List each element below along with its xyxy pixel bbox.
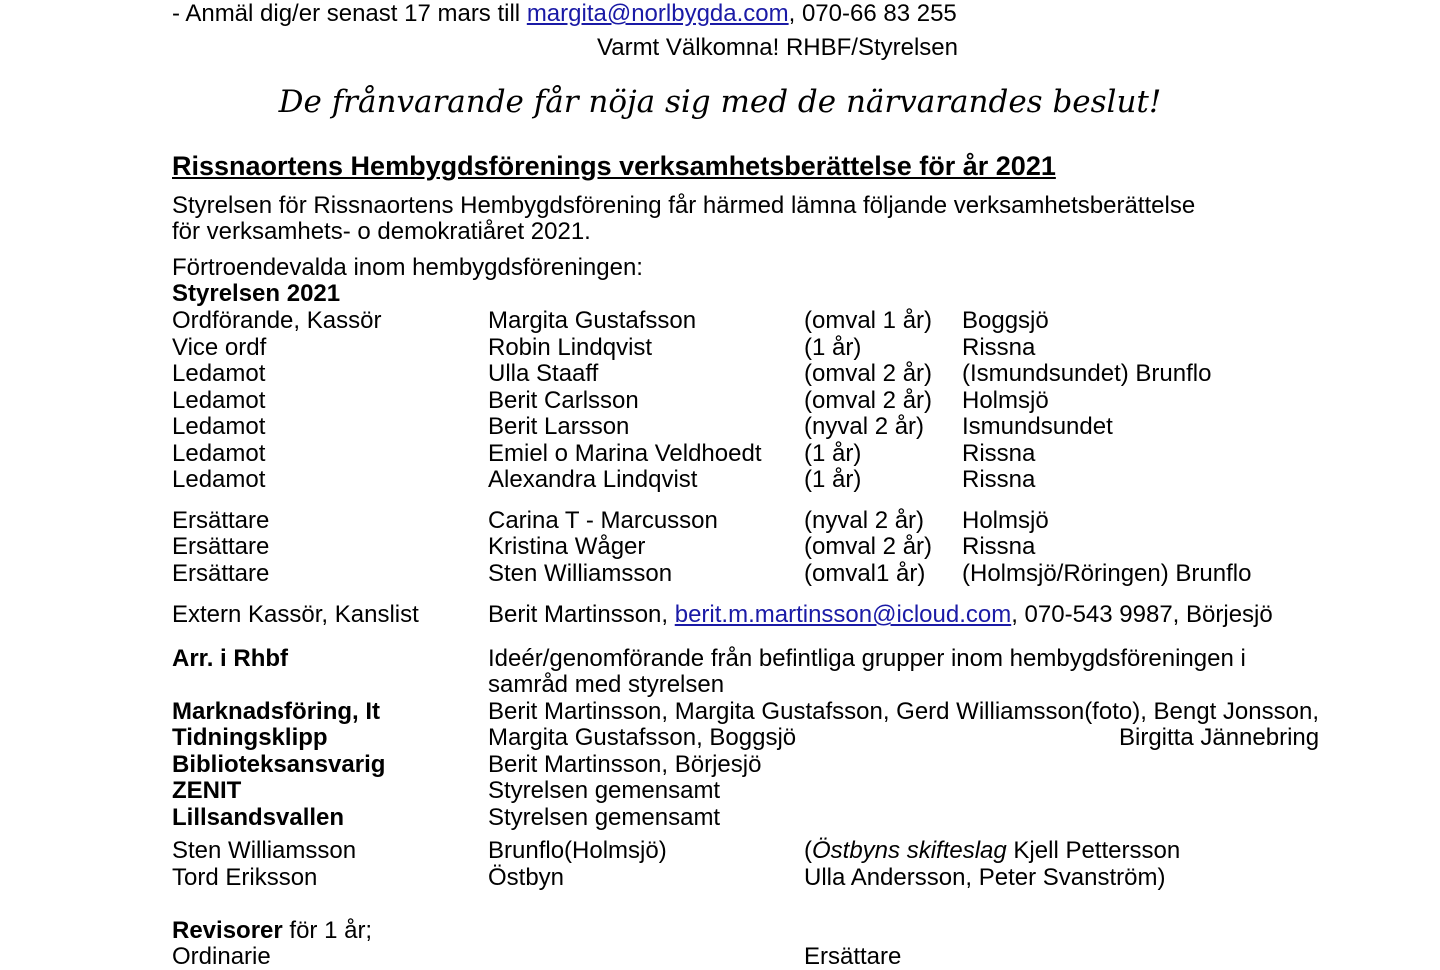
motto: De frånvarande får nöja sig med de närvarandes beslut! (278, 84, 1162, 120)
skifte-note-open: ( (804, 837, 812, 864)
auditors-suffix: för 1 år; (282, 917, 373, 944)
board-role: Ledamot (172, 387, 266, 414)
board-place: Ismundsundet (962, 413, 1113, 440)
auditors-label: Revisorer (172, 917, 283, 944)
board-role: Ordförande, Kassör (172, 307, 382, 334)
clippings-label: Tidningsklipp (172, 724, 328, 751)
board-place: Rissna (962, 334, 1036, 361)
treasurer-contact: , 070-543 9987, Börjesjö (1011, 601, 1273, 628)
skifte-place: Östbyn (488, 864, 565, 891)
zenit-label: ZENIT (172, 777, 242, 804)
substitute-term: (nyval 2 år) (804, 507, 925, 534)
board-place: Holmsjö (962, 387, 1049, 414)
board-place: Rissna (962, 440, 1036, 467)
board-role: Ledamot (172, 413, 266, 440)
elected-label: Förtroendevalda inom hembygdsföreningen: (172, 254, 643, 281)
intro-line-2: för verksamhets- o demokratiåret 2021. (172, 218, 591, 245)
arr-line-2: samråd med styrelsen (488, 671, 725, 698)
welcome-line: Varmt Välkomna! RHBF/Styrelsen (597, 34, 958, 61)
board-place: Boggsjö (962, 307, 1049, 334)
treasurer-email-link[interactable]: berit.m.martinsson@icloud.com (674, 601, 1012, 628)
treasurer-info (488, 601, 1273, 628)
substitute-role: Ersättare (172, 533, 270, 560)
board-term: (1 år) (804, 466, 862, 493)
marketing-label: Marknadsföring, It (172, 698, 381, 725)
registration-text: - Anmäl dig/er senast 17 mars till (172, 0, 527, 27)
board-name: Berit Larsson (488, 413, 630, 440)
treasurer-label: Extern Kassör, Kanslist (172, 601, 419, 628)
zenit-value: Styrelsen gemensamt (488, 777, 721, 804)
skifte-note-rest: Kjell Pettersson (1006, 837, 1181, 864)
lillsand-value: Styrelsen gemensamt (488, 804, 721, 831)
board-name: Berit Carlsson (488, 387, 639, 414)
ordinary-label: Ordinarie (172, 943, 271, 970)
board-term: (1 år) (804, 334, 862, 361)
skifte-name: Sten Williamsson (172, 837, 357, 864)
board-term: (omval 1 år) (804, 307, 933, 334)
library-value: Berit Martinsson, Börjesjö (488, 751, 762, 778)
treasurer-name: Berit Martinsson, (488, 601, 675, 628)
substitute-term: (omval 2 år) (804, 533, 933, 560)
skifte-note-rest: Ulla Andersson, Peter Svanström) (804, 864, 1166, 891)
board-term: (omval 2 år) (804, 360, 933, 387)
library-label: Biblioteksansvarig (172, 751, 386, 778)
registration-phone: , 070-66 83 255 (788, 0, 957, 27)
board-heading: Styrelsen 2021 (172, 280, 341, 307)
board-name: Ulla Staaff (488, 360, 599, 387)
board-place: (Ismundsundet) Brunflo (962, 360, 1212, 387)
registration-line (172, 0, 957, 27)
arr-label: Arr. i Rhbf (172, 645, 289, 672)
board-role: Vice ordf (172, 334, 267, 361)
substitute-name: Carina T - Marcusson (488, 507, 718, 534)
board-name: Robin Lindqvist (488, 334, 653, 361)
clippings-value: Margita Gustafsson, Boggsjö (488, 724, 797, 751)
board-role: Ledamot (172, 360, 266, 387)
substitute-name: Sten Williamsson (488, 560, 673, 587)
skifte-name: Tord Eriksson (172, 864, 318, 891)
board-name: Margita Gustafsson (488, 307, 697, 334)
marketing-value: Berit Martinsson, Margita Gustafsson, Gerd Williamsson(foto), Bengt Jonsson, (488, 698, 1319, 725)
board-name: Emiel o Marina Veldhoedt (488, 440, 762, 467)
board-term: (omval 2 år) (804, 387, 933, 414)
board-role: Ledamot (172, 440, 266, 467)
substitute-name: Kristina Wåger (488, 533, 646, 560)
substitute-place: Holmsjö (962, 507, 1049, 534)
substitute-place: (Holmsjö/Röringen) Brunflo (962, 560, 1252, 587)
skifte-place: Brunflo(Holmsjö) (488, 837, 667, 864)
registration-email-link[interactable]: margita@norlbygda.com (526, 0, 789, 27)
substitute-role: Ersättare (172, 560, 270, 587)
lillsand-label: Lillsandsvallen (172, 804, 345, 831)
clippings-extra: Birgitta Jännebring (1119, 724, 1320, 751)
board-term: (1 år) (804, 440, 862, 467)
skifte-note (804, 864, 1166, 891)
board-name: Alexandra Lindqvist (488, 466, 698, 493)
auditors-line (172, 917, 372, 944)
intro-line-1: Styrelsen för Rissnaortens Hembygdsförening får härmed lämna följande verksamhetsberättelse (172, 192, 1196, 219)
substitute-label: Ersättare (804, 943, 902, 970)
board-place: Rissna (962, 466, 1036, 493)
board-term: (nyval 2 år) (804, 413, 925, 440)
skifte-note-italic: Östbyns skifteslag (812, 837, 1007, 864)
substitute-term: (omval1 år) (804, 560, 926, 587)
arr-line-1: Ideér/genomförande från befintliga grupper inom hembygdsföreningen i (488, 645, 1246, 672)
board-role: Ledamot (172, 466, 266, 493)
substitute-place: Rissna (962, 533, 1036, 560)
substitute-role: Ersättare (172, 507, 270, 534)
report-title: Rissnaortens Hembygdsförenings verksamhetsberättelse för år 2021 (172, 151, 1056, 181)
skifte-note (804, 837, 1180, 864)
